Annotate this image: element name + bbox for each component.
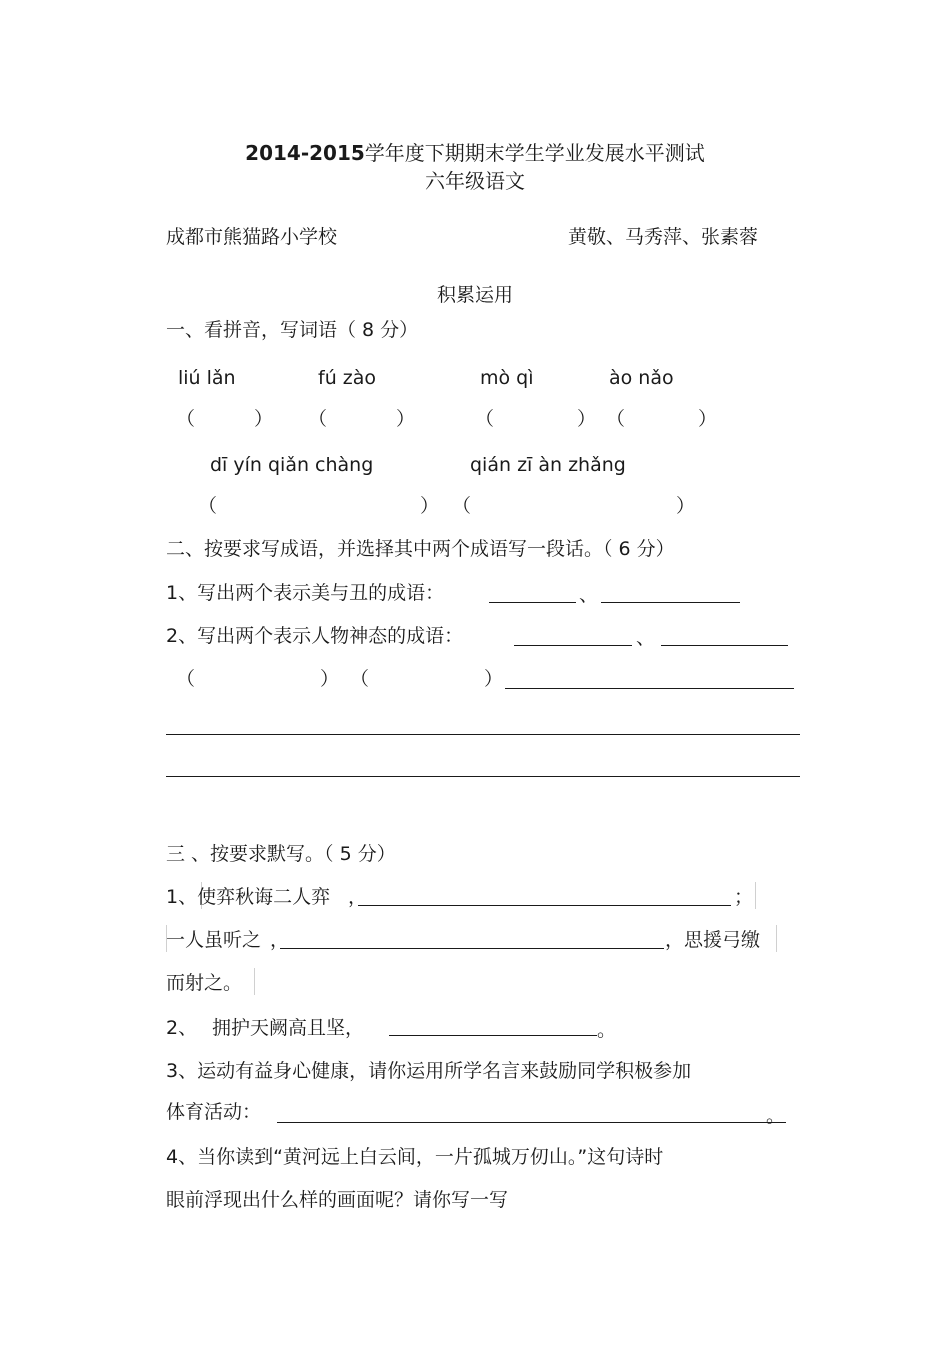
q1-answer-4-close: ） xyxy=(698,408,718,430)
q1-pinyin-6: qián zī àn zhǎng xyxy=(470,454,626,476)
q3-item1-blank-2[interactable] xyxy=(280,948,664,949)
q3-item3-blank[interactable] xyxy=(277,1122,786,1123)
q1-pinyin-4: ào nǎo xyxy=(609,367,674,389)
q2-paragraph-line-2[interactable] xyxy=(166,734,800,735)
q1-answer-1-close: ） xyxy=(254,408,274,430)
q3-item1-line2-text: 一人虽听之 xyxy=(166,929,262,951)
q1-answer-3-open[interactable]: （ xyxy=(475,408,495,430)
q3-item4-line1: 4、当你读到“黄河远上白云间，一片孤城万仞山。”这句诗时 xyxy=(166,1146,664,1168)
q3-item1-comma: ， xyxy=(348,886,368,908)
exam-title-year: 2014-2015 xyxy=(245,141,365,165)
q1-answer-2-close: ） xyxy=(396,408,416,430)
q2-idiom-1-close: ） xyxy=(320,668,340,690)
q1-pinyin-3: mò qì xyxy=(480,367,534,389)
q1-pinyin-5: dī yín qiǎn chàng xyxy=(210,454,374,476)
exam-subtitle: 六年级语文 xyxy=(425,169,525,193)
q1-answer-6-open[interactable]: （ xyxy=(452,495,472,517)
q1-answer-5-close: ） xyxy=(420,495,440,517)
q3-item1-line2-comma: ， xyxy=(270,929,290,951)
q1-answer-2-open[interactable]: （ xyxy=(308,408,328,430)
q3-item1-semicolon: ； xyxy=(734,886,754,908)
exam-title xyxy=(0,141,950,165)
q2-item2-blank-2[interactable] xyxy=(661,645,788,646)
q3-item2-end: 。 xyxy=(597,1019,617,1041)
q1-answer-3-close: ） xyxy=(577,408,597,430)
q1-pinyin-2: fú zào xyxy=(318,367,377,389)
author-names: 黄敬、马秀萍、张素蓉 xyxy=(568,226,759,248)
q2-idiom-1-open[interactable]: （ xyxy=(176,668,196,690)
q3-item3-end: 。 xyxy=(766,1105,786,1127)
q3-item3-line2: 体育活动： xyxy=(166,1101,262,1123)
q2-item1-blank-2[interactable] xyxy=(601,602,740,603)
q2-heading: 二、按要求写成语，并选择其中两个成语写一段话。（ 6 分） xyxy=(166,538,675,560)
q3-item1-line2-end: ，思援弓缴 xyxy=(665,929,761,951)
q3-item3-line1: 3、运动有益身心健康，请你运用所学名言来鼓励同学积极参加 xyxy=(166,1060,692,1082)
section-title: 积累运用 xyxy=(436,284,513,306)
q2-item2-blank-1[interactable] xyxy=(514,645,632,646)
q2-paragraph-line-3[interactable] xyxy=(166,776,800,777)
q3-item2-number: 2、 xyxy=(166,1017,198,1039)
q1-pinyin-1: liú lǎn xyxy=(178,367,236,389)
q1-heading: 一、看拼音，写词语（ 8 分） xyxy=(166,319,419,341)
q3-item4-line2: 眼前浮现出什么样的画面呢？请你写一写 xyxy=(166,1189,509,1211)
q3-item2-blank[interactable] xyxy=(389,1035,597,1036)
q3-heading: 三 、按要求默写。（ 5 分） xyxy=(166,843,396,865)
q1-answer-4-open[interactable]: （ xyxy=(606,408,626,430)
q3-item1-blank-1[interactable] xyxy=(358,905,731,906)
q2-item2: 2、写出两个表示人物神态的成语： xyxy=(166,625,464,647)
q3-item2-text: 拥护天阙高且坚， xyxy=(212,1017,365,1039)
q1-answer-5-open[interactable]: （ xyxy=(198,495,218,517)
q2-paragraph-line-1[interactable] xyxy=(505,688,794,689)
q1-answer-6-close: ） xyxy=(676,495,696,517)
q2-item1-blank-1[interactable] xyxy=(489,602,576,603)
q2-item1-sep: 、 xyxy=(579,584,599,606)
q2-item1: 1、写出两个表示美与丑的成语： xyxy=(166,582,445,604)
q2-item2-sep: 、 xyxy=(636,627,656,649)
q3-item1-text: 1、使弈秋诲二人弈 xyxy=(166,886,331,908)
q1-answer-1-open[interactable]: （ xyxy=(176,408,196,430)
q2-idiom-2-close: ） xyxy=(484,668,504,690)
school-name: 成都市熊猫路小学校 xyxy=(166,226,338,248)
q3-item1-line3-text: 而射之。 xyxy=(166,972,243,994)
exam-title-text: 学年度下期期末学生学业发展水平测试 xyxy=(364,141,705,165)
q2-idiom-2-open[interactable]: （ xyxy=(350,668,370,690)
